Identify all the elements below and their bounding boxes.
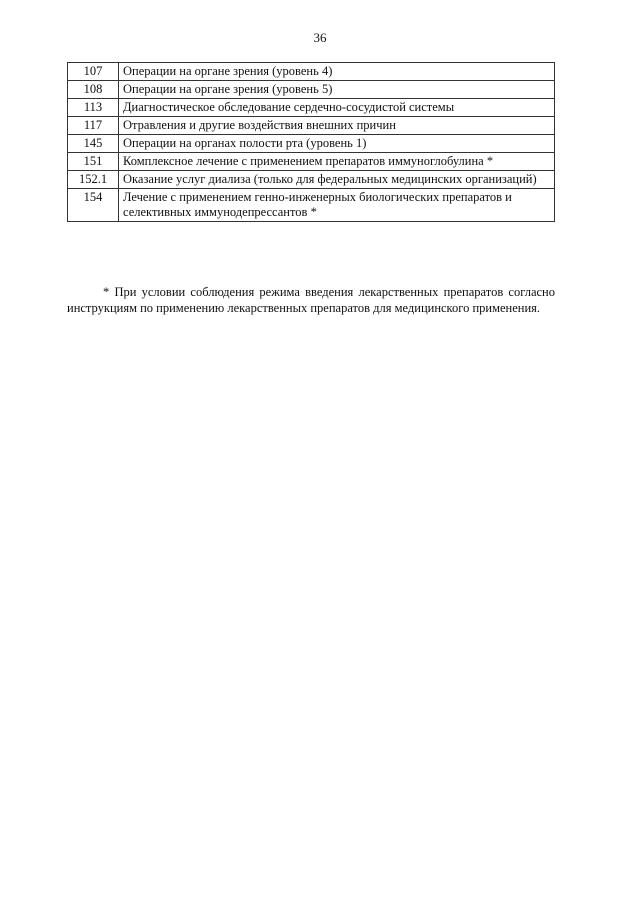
row-name: Лечение с применением генно-инженерных биологических препаратов и селективных иммунодепрессантов * [119,189,555,222]
table-row [68,189,555,222]
row-code: 154 [68,189,119,222]
table-row [68,135,555,153]
table-row [68,117,555,135]
row-code: 151 [68,153,119,171]
row-code: 107 [68,63,119,81]
row-code: 113 [68,99,119,117]
row-name: Комплексное лечение с применением препаратов иммуноглобулина * [119,153,555,171]
row-name: Операции на органах полости рта (уровень 1) [119,135,555,153]
row-code: 108 [68,81,119,99]
table-row [68,63,555,81]
row-code: 152.1 [68,171,119,189]
table-row [68,153,555,171]
row-name: Оказание услуг диализа (только для федеральных медицинских организаций) [119,171,555,189]
row-code: 145 [68,135,119,153]
row-name: Операции на органе зрения (уровень 5) [119,81,555,99]
footnote: * При условии соблюдения режима введения лекарственных препаратов согласно инструкциям по применению лекарственных препаратов для медицинского применения. [67,284,555,315]
row-name: Отравления и другие воздействия внешних причин [119,117,555,135]
table-row [68,99,555,117]
codes-table [67,62,555,222]
table-row [68,171,555,189]
page-number: 36 [313,30,327,45]
row-name: Операции на органе зрения (уровень 4) [119,63,555,81]
table-row [68,81,555,99]
row-name: Диагностическое обследование сердечно-сосудистой системы [119,99,555,117]
row-code: 117 [68,117,119,135]
